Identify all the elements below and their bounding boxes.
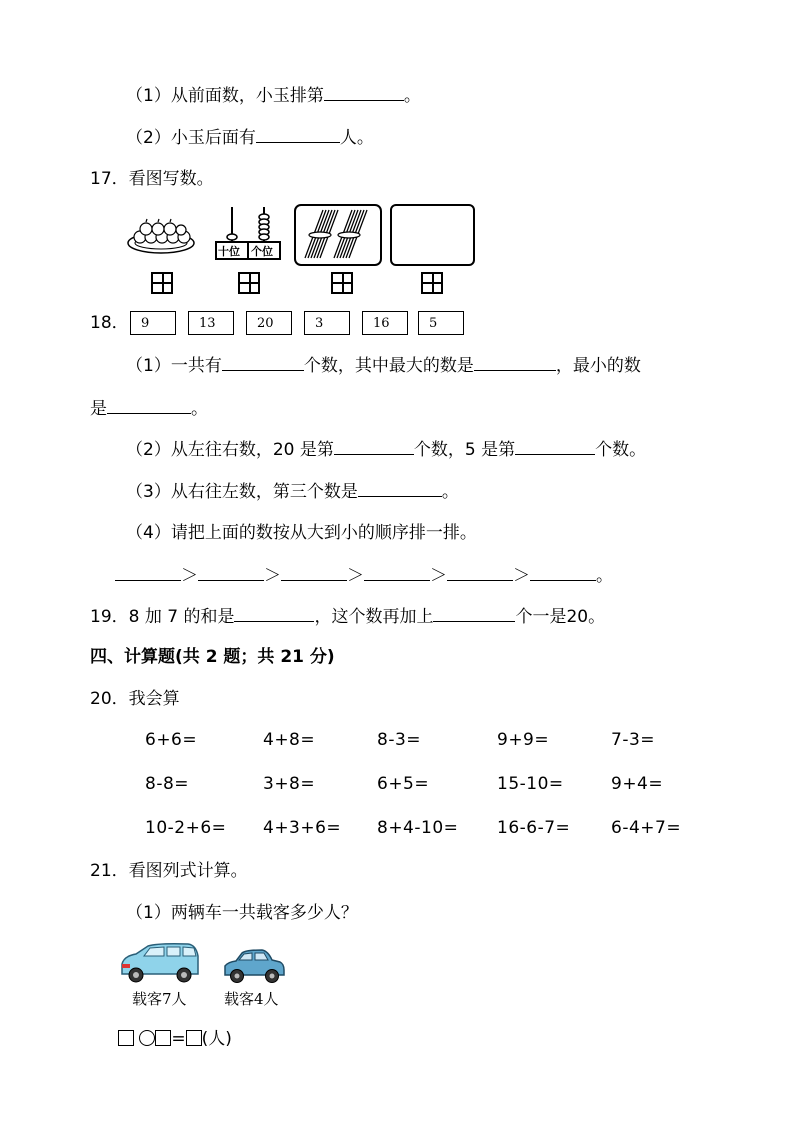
place-value-grid[interactable]: [238, 272, 260, 294]
answer-blank[interactable]: [324, 84, 404, 101]
q18-ordering-row: ＞ ＞ ＞ ＞ ＞ 。: [115, 564, 613, 587]
answer-blank[interactable]: [234, 605, 314, 622]
calc-item[interactable]: 15-10=: [497, 774, 564, 794]
stick-bundles-box: [294, 204, 382, 266]
q18-part1: （1）一共有 个数，其中最大的数是 ，最小的数: [126, 356, 641, 376]
answer-blank[interactable]: [530, 564, 596, 581]
answer-blank[interactable]: [334, 438, 414, 455]
q18-part2: （2）从左往右数，20 是第 个数，5 是第 个数。: [126, 440, 647, 460]
answer-blank[interactable]: [198, 564, 264, 581]
place-value-grid[interactable]: [331, 272, 353, 294]
number-box: 13: [188, 311, 234, 335]
stick-bundles-icon: [296, 206, 380, 264]
calc-item[interactable]: 9+4=: [611, 774, 664, 794]
calc-item[interactable]: 6+6=: [145, 730, 198, 750]
calc-item[interactable]: 16-6-7=: [497, 818, 571, 838]
answer-blank[interactable]: [107, 397, 191, 414]
answer-blank[interactable]: [474, 354, 556, 371]
number-box: 16: [362, 311, 408, 335]
answer-blank[interactable]: [364, 564, 430, 581]
calc-item[interactable]: 9+9=: [497, 730, 550, 750]
answer-blank[interactable]: [115, 564, 181, 581]
calc-item[interactable]: 6+5=: [377, 774, 430, 794]
section-heading: 四、计算题(共 2 题；共 21 分): [90, 647, 335, 667]
answer-box[interactable]: [155, 1030, 171, 1046]
q21-part1: （1）两辆车一共载客多少人？: [126, 903, 358, 923]
answer-blank[interactable]: [447, 564, 513, 581]
answer-box[interactable]: [118, 1030, 134, 1046]
q17-title: 17．看图写数。: [90, 169, 214, 189]
calc-item[interactable]: 7-3=: [611, 730, 656, 750]
calc-item[interactable]: 4+3+6=: [263, 818, 342, 838]
answer-blank[interactable]: [358, 480, 442, 497]
calc-item[interactable]: 6-4+7=: [611, 818, 682, 838]
empty-picture-box: [390, 204, 475, 266]
equation-template: = (人): [118, 1028, 232, 1050]
q18-part4: （4）请把上面的数按从大到小的顺序排一排。: [126, 523, 477, 543]
calc-item[interactable]: 4+8=: [263, 730, 316, 750]
answer-blank[interactable]: [222, 354, 304, 371]
q20-title: 20．我会算: [90, 689, 180, 709]
answer-blank[interactable]: [281, 564, 347, 581]
calc-item[interactable]: 10-2+6=: [145, 818, 227, 838]
number-box: 9: [130, 311, 176, 335]
answer-box[interactable]: [186, 1030, 202, 1046]
apple-plate-icon: [126, 218, 196, 256]
q16-part2: （2）小玉后面有 人。: [126, 128, 374, 148]
calc-item[interactable]: 8-3=: [377, 730, 422, 750]
calc-item[interactable]: 8+4-10=: [377, 818, 459, 838]
answer-blank[interactable]: [515, 438, 595, 455]
q16-part1: （1）从前面数，小玉排第 。: [126, 86, 421, 106]
number-box: 3: [304, 311, 350, 335]
calc-item[interactable]: 8-8=: [145, 774, 190, 794]
minivan-icon: [118, 942, 200, 986]
car-icon: [222, 948, 286, 986]
answer-blank[interactable]: [433, 605, 515, 622]
car1-label: 载客7人: [132, 990, 187, 1008]
number-box: 5: [418, 311, 464, 335]
place-value-grid[interactable]: [151, 272, 173, 294]
q21-title: 21．看图列式计算。: [90, 861, 248, 881]
abacus-label-ones: 个位: [251, 245, 273, 258]
q19: 19．8 加 7 的和是 ，这个数再加上 个一是20。: [90, 607, 606, 627]
number-box: 20: [246, 311, 292, 335]
car2-label: 载客4人: [224, 990, 279, 1008]
operator-circle[interactable]: [139, 1030, 155, 1046]
q18-part1-cont: 是 。: [90, 399, 208, 419]
place-value-grid[interactable]: [421, 272, 443, 294]
q18-number: 18．: [90, 313, 129, 333]
q18-part3: （3）从右往左数，第三个数是 。: [126, 482, 459, 502]
calc-item[interactable]: 3+8=: [263, 774, 316, 794]
answer-blank[interactable]: [256, 126, 340, 143]
abacus-label-tens: 十位: [218, 245, 240, 258]
